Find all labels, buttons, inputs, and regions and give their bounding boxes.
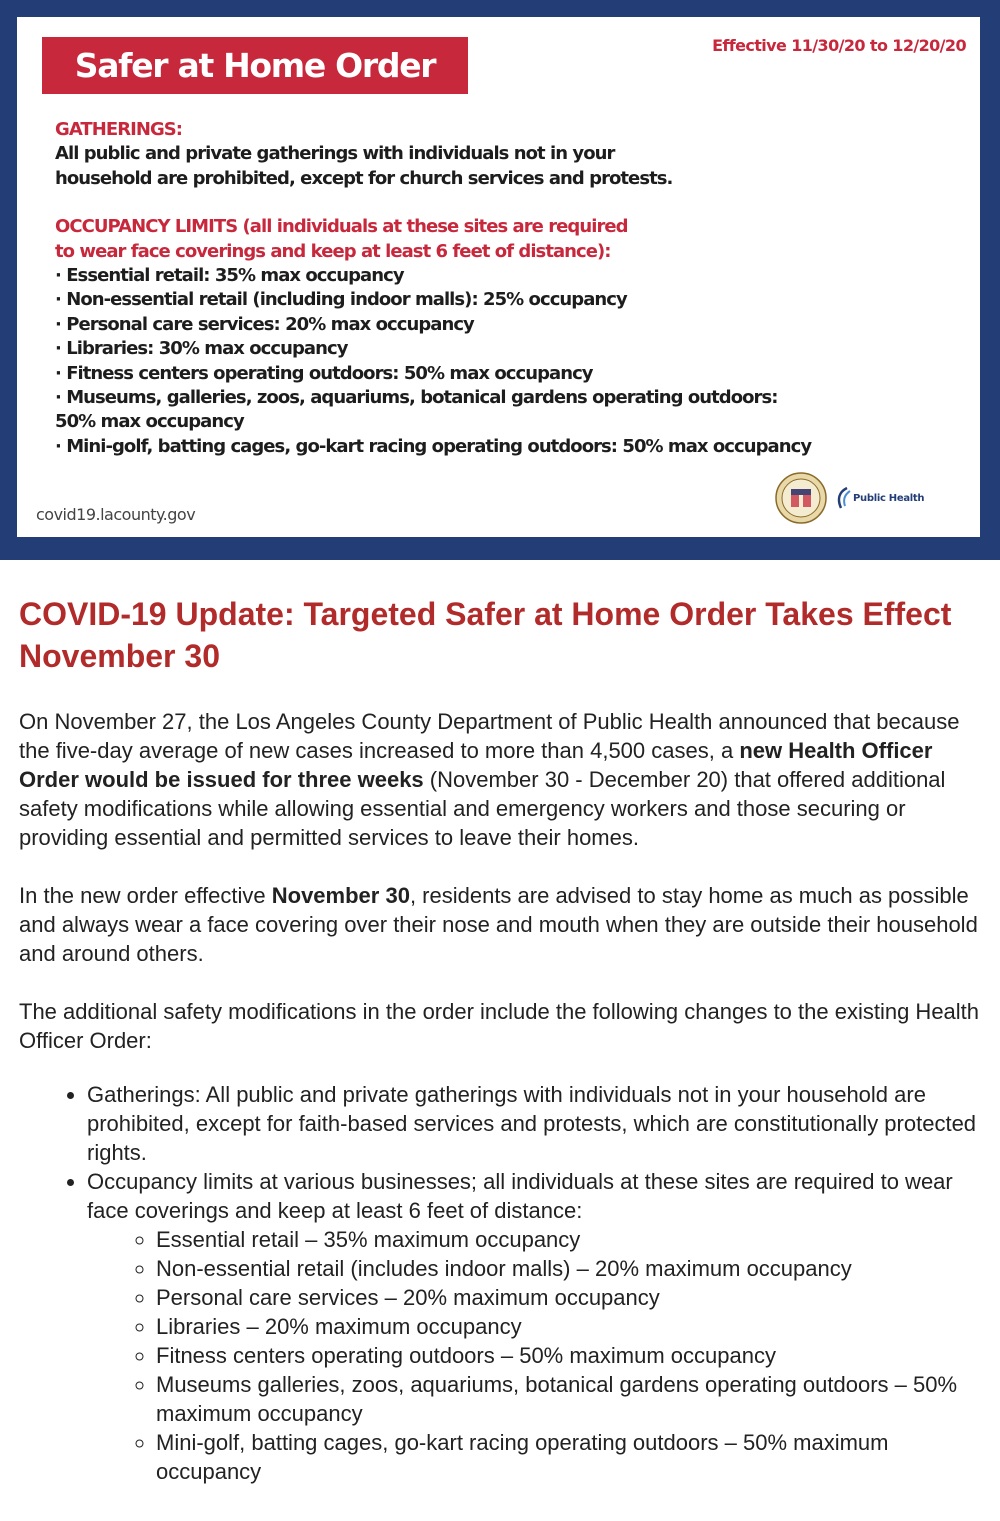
public-health-swoosh-icon: [835, 487, 851, 509]
list-item-text: Occupancy limits at various businesses; all individuals at these sites are required to wear face coverings and keep at least 6 feet of distance:: [87, 1169, 953, 1223]
safer-at-home-banner: [0, 0, 1000, 560]
sub-list-item: ◦ Fitness centers operating outdoors – 50% maximum occupancy: [156, 1341, 981, 1370]
occupancy-item: · Libraries: 30% max occupancy: [55, 338, 348, 360]
modifications-list: [19, 1080, 981, 1486]
banner-title: Safer at Home Order: [42, 37, 468, 94]
text-span: On November 27, the Los Angeles County Department of Public Health announced that because the five-day average of new cases increased to more than 4,500 cases, a: [19, 709, 960, 763]
article-paragraph: [19, 881, 981, 968]
banner-body: [55, 118, 955, 459]
article: [19, 593, 981, 1486]
occupancy-item: · Museums, galleries, zoos, aquariums, botanical gardens operating outdoors:: [55, 387, 778, 409]
list-item-text: Gatherings: All public and private gatherings with individuals not in your household are prohibited, except for faith-based services and protests, which are constitutionally protected rights.: [87, 1082, 977, 1165]
gatherings-line: household are prohibited, except for church services and protests.: [55, 167, 673, 189]
list-item: [87, 1167, 981, 1486]
occupancy-sublist: [87, 1225, 981, 1486]
occupancy-item: · Fitness centers operating outdoors: 50% max occupancy: [55, 362, 593, 384]
bold-text: new Health Officer Order would be issued for three weeks: [19, 738, 933, 792]
sub-list-item: ◦ Mini-golf, batting cages, go-kart racing operating outdoors – 50% maximum occupancy: [156, 1428, 981, 1486]
banner-url: covid19.lacounty.gov: [36, 505, 196, 524]
sub-list-item: ◦ Museums galleries, zoos, aquariums, botanical gardens operating outdoors – 50% maximum occupancy: [156, 1370, 981, 1428]
article-headline: COVID-19 Update: Targeted Safer at Home Order Takes Effect November 30: [19, 596, 952, 674]
occupancy-heading: OCCUPANCY LIMITS (all individuals at these sites are required: [55, 216, 628, 238]
occupancy-item: 50% max occupancy: [55, 411, 244, 433]
text-span: (November 30 - December 20) that offered additional safety modifications while allowing essential and emergency workers and those securing or providing essential and permitted services to leave their homes.: [19, 767, 946, 850]
article-paragraph: The additional safety modifications in the order include the following changes to the existing Health Officer Order:: [19, 999, 980, 1053]
occupancy-list: [55, 264, 955, 459]
gatherings-heading: GATHERINGS:: [55, 119, 183, 140]
la-county-seal-icon: [775, 472, 827, 524]
public-health-logo: [835, 485, 924, 511]
sub-list-item: ◦ Libraries – 20% maximum occupancy: [156, 1312, 981, 1341]
occupancy-heading: to wear face coverings and keep at least 6 feet of distance):: [55, 240, 611, 262]
list-item: [87, 1080, 981, 1167]
sub-list-item: ◦ Personal care services – 20% maximum occupancy: [156, 1283, 981, 1312]
public-health-logo-text: Public Health: [853, 492, 925, 504]
occupancy-item: · Personal care services: 20% max occupancy: [55, 313, 474, 335]
sub-list-item: ◦ Essential retail – 35% maximum occupancy: [156, 1225, 981, 1254]
article-paragraph: [19, 707, 981, 852]
occupancy-item: · Mini-golf, batting cages, go-kart racing operating outdoors: 50% max occupancy: [55, 435, 812, 457]
banner-card: [17, 17, 980, 537]
occupancy-item: · Non-essential retail (including indoor malls): 25% occupancy: [55, 289, 627, 311]
text-span: In the new order effective: [19, 883, 272, 908]
gatherings-line: All public and private gatherings with individuals not in your: [55, 143, 615, 165]
text-span: , residents are advised to stay home as much as possible and always wear a face covering over their nose and mouth when they are outside their household and around others.: [19, 883, 978, 966]
occupancy-item: · Essential retail: 35% max occupancy: [55, 265, 404, 287]
effective-dates: Effective 11/30/20 to 12/20/20: [712, 36, 966, 55]
bold-text: November 30: [271, 883, 410, 908]
sub-list-item: ◦ Non-essential retail (includes indoor malls) – 20% maximum occupancy: [156, 1254, 981, 1283]
